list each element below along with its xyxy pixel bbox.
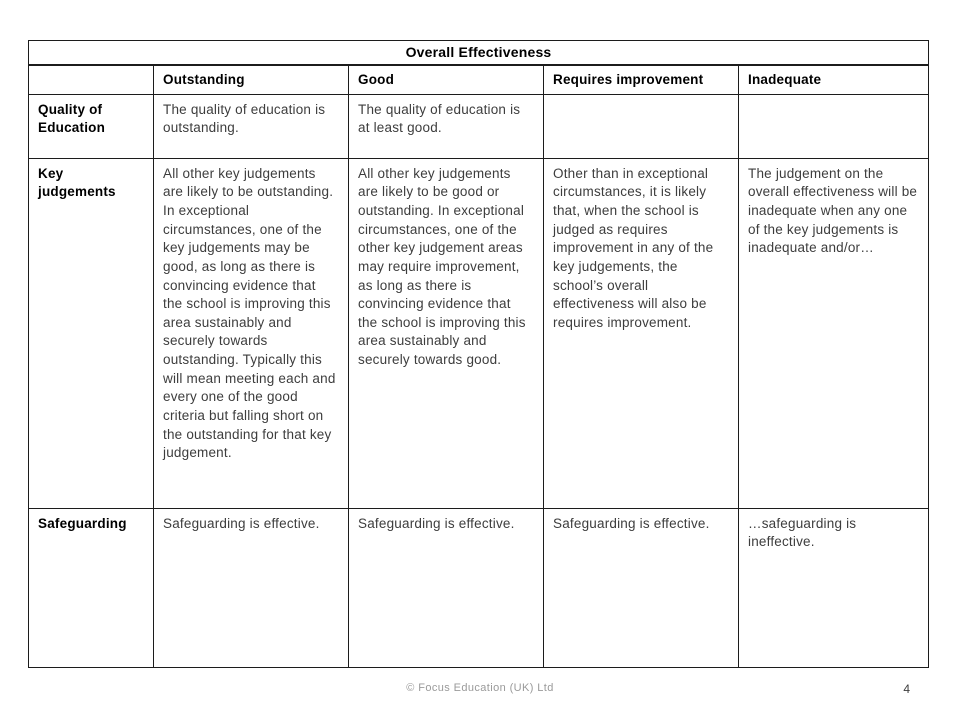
cell-quality-requires-improvement xyxy=(544,94,739,158)
column-header-outstanding: Outstanding xyxy=(154,65,349,94)
cell-quality-outstanding: The quality of education is outstanding. xyxy=(154,94,349,158)
cell-safeguarding-good: Safeguarding is effective. xyxy=(349,508,544,667)
cell-keyjudgements-requires-improvement: Other than in exceptional circumstances, it is likely that, when the school is judged as requires improvement in any of the key judgements, the school’s overall effectiveness will also be requires improvement. xyxy=(544,158,739,508)
row-label-key-judgements: Key judgements xyxy=(29,158,154,508)
cell-quality-inadequate xyxy=(739,94,929,158)
column-header-row xyxy=(29,65,929,94)
overall-effectiveness-table xyxy=(28,40,929,668)
table-title: Overall Effectiveness xyxy=(29,41,929,66)
table-row-quality-of-education xyxy=(29,94,929,158)
cell-safeguarding-inadequate: …safeguarding is ineffective. xyxy=(739,508,929,667)
row-label-safeguarding: Safeguarding xyxy=(29,508,154,667)
column-header-good: Good xyxy=(349,65,544,94)
table-row-safeguarding xyxy=(29,508,929,667)
cell-safeguarding-outstanding: Safeguarding is effective. xyxy=(154,508,349,667)
cell-keyjudgements-outstanding: All other key judgements are likely to be outstanding. In exceptional circumstances, one of the key judgements may be good, as long as there is convincing evidence that the school is improving this area sustainably and securely towards outstanding. Typically this will mean meeting each and every one of the good criteria but falling short on the outstanding for that key judgement. xyxy=(154,158,349,508)
column-header-inadequate: Inadequate xyxy=(739,65,929,94)
table-title-row xyxy=(29,41,929,66)
cell-keyjudgements-inadequate: The judgement on the overall effectiveness will be inadequate when any one of the key judgements is inadequate and/or… xyxy=(739,158,929,508)
copyright-text: © Focus Education (UK) Ltd xyxy=(406,682,554,694)
column-header-blank xyxy=(29,65,154,94)
column-header-requires-improvement: Requires improvement xyxy=(544,65,739,94)
page-number: 4 xyxy=(903,682,910,696)
cell-safeguarding-requires-improvement: Safeguarding is effective. xyxy=(544,508,739,667)
row-label-quality-of-education: Quality of Education xyxy=(29,94,154,158)
cell-quality-good: The quality of education is at least good. xyxy=(349,94,544,158)
cell-keyjudgements-good: All other key judgements are likely to be good or outstanding. In exceptional circumstances, one of the other key judgement areas may require improvement, as long as there is convincing evidence that the school is improving this area sustainably and securely towards good. xyxy=(349,158,544,508)
table-row-key-judgements xyxy=(29,158,929,508)
